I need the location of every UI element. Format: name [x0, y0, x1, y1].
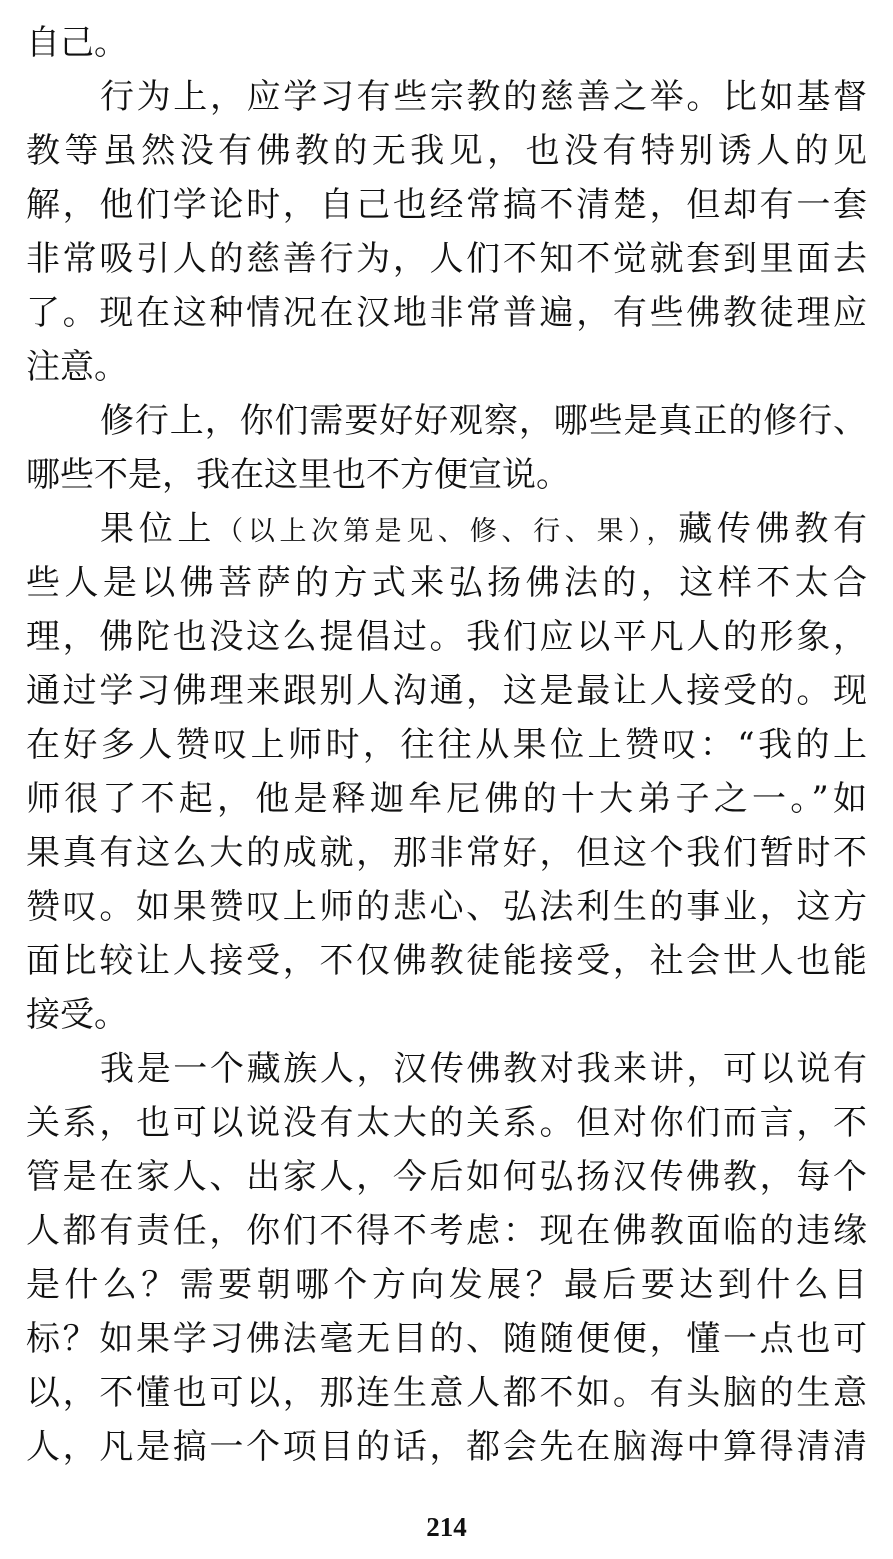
text-segment: 果位上 [100, 509, 217, 549]
text-line: 些人是以佛菩萨的方式来弘扬佛法的，这样不太合 [26, 563, 867, 603]
text-line: 师很了不起，他是释迦牟尼佛的十大弟子之一。”如 [26, 779, 867, 819]
page-number: 214 [426, 1512, 467, 1542]
text-line: 标？如果学习佛法毫无目的、随随便便，懂一点也可 [26, 1319, 867, 1359]
text-line: 接受。 [26, 995, 128, 1035]
text-line: 理，佛陀也没这么提倡过。我们应以平凡人的形象， [26, 617, 867, 657]
text-line: 注意。 [26, 347, 128, 387]
text-line [100, 502, 867, 556]
text-line: 解，他们学论时，自己也经常搞不清楚，但却有一套 [26, 185, 867, 225]
text-line: 人都有责任，你们不得不考虑：现在佛教面临的违缘 [26, 1211, 867, 1251]
text-line: 我是一个藏族人，汉传佛教对我来讲，可以说有 [100, 1049, 867, 1089]
text-line: 人，凡是搞一个项目的话，都会先在脑海中算得清清 [26, 1427, 867, 1467]
text-line: 了。现在这种情况在汉地非常普遍，有些佛教徒理应 [26, 293, 867, 333]
text-line: 通过学习佛理来跟别人沟通，这是最让人接受的。现 [26, 671, 867, 711]
text-line: 是什么？需要朝哪个方向发展？最后要达到什么目 [26, 1265, 867, 1305]
text-line: 关系，也可以说没有太大的关系。但对你们而言，不 [26, 1103, 867, 1143]
text-line: 自己。 [26, 23, 128, 63]
text-line: 赞叹。如果赞叹上师的悲心、弘法利生的事业，这方 [26, 887, 867, 927]
text-line: 在好多人赞叹上师时，往往从果位上赞叹：“我的上 [26, 725, 867, 765]
text-line: 教等虽然没有佛教的无我见，也没有特别诱人的见 [26, 131, 867, 171]
text-line: 非常吸引人的慈善行为，人们不知不觉就套到里面去 [26, 239, 867, 279]
text-line: 管是在家人、出家人，今后如何弘扬汉传佛教，每个 [26, 1157, 867, 1197]
text-line: 修行上，你们需要好好观察，哪些是真正的修行、 [100, 401, 867, 441]
parenthetical-note: （以上次第是见、修、行、果）， [216, 516, 679, 547]
text-line: 哪些不是，我在这里也不方便宣说。 [26, 455, 570, 495]
text-line: 面比较让人接受，不仅佛教徒能接受，社会世人也能 [26, 941, 867, 981]
text-segment: 藏传佛教有 [678, 509, 868, 549]
text-line: 以，不懂也可以，那连生意人都不如。有头脑的生意 [26, 1373, 867, 1413]
text-line: 果真有这么大的成就，那非常好，但这个我们暂时不 [26, 833, 867, 873]
text-line: 行为上，应学习有些宗教的慈善之举。比如基督 [100, 77, 867, 117]
